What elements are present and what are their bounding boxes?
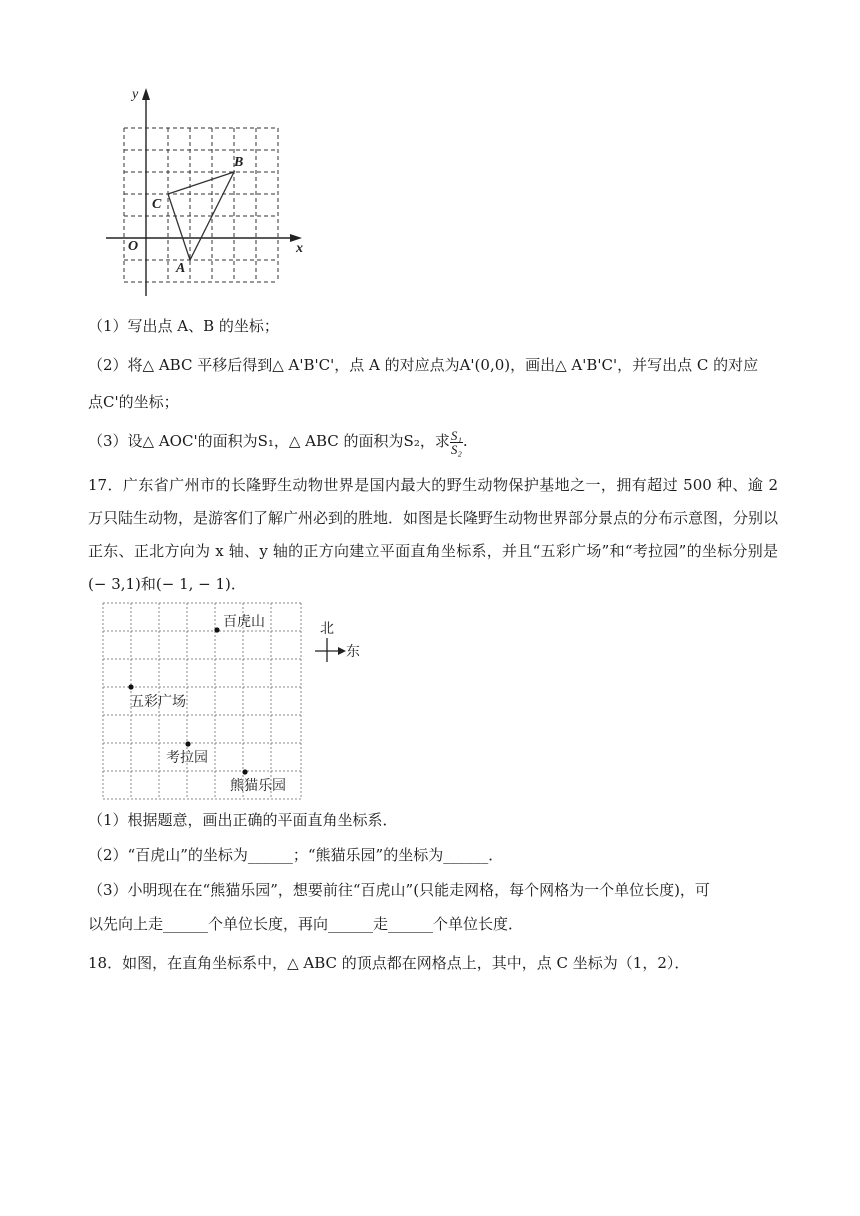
east-label: 东 — [346, 644, 360, 660]
origin-label: O — [128, 239, 139, 254]
q16-part1: （1）写出点 A、B 的坐标； — [88, 317, 279, 335]
axes — [106, 94, 296, 296]
q17-part1: （1）根据题意，画出正确的平面直角坐标系． — [88, 811, 398, 829]
axis-y-label: y — [132, 87, 139, 102]
point-c-label: C — [152, 197, 162, 212]
baihushan-label: 百虎山 — [223, 614, 265, 630]
xiongmao-label: 熊猫乐园 — [230, 778, 286, 794]
kaola-label: 考拉园 — [166, 750, 208, 766]
q17-intro: 17．广东省广州市的长隆野生动物世界是国内最大的野生动物保护基地之一，拥有超过 500 种、逾 2 万只陆生动物，是游客们了解广州必到的胜地．如图是长隆野生动物世界部分景点的分布示意图，分别以正东、正北方向为 x 轴、y 轴的正方向建立平面直角坐标系，并且“五彩广场”和“考拉园”的坐标分别是(− 3,1)和(− 1, − 1)． — [88, 476, 779, 593]
point-a-label: A — [176, 261, 186, 276]
xiongmao-point — [242, 769, 247, 774]
y-axis-arrow — [142, 88, 150, 100]
q18-text: 18．如图，在直角坐标系中，△ ABC 的顶点都在网格点上，其中，点 C 坐标为（1，2）． — [88, 954, 690, 972]
fraction-numerator: S₁ — [450, 427, 462, 443]
kaola-point — [185, 741, 190, 746]
q16-part3 — [88, 426, 468, 456]
coordinate-figure-abc — [100, 84, 320, 304]
q16-part3-text: （3）设△ AOC'的面积为S₁，△ ABC 的面积为S₂，求 — [88, 432, 450, 450]
q17-part3-line1: （3）小明现在在“熊猫乐园”，想要前往“百虎山”(只能走网格，每个网格为一个单位长度)，可 — [88, 881, 710, 899]
compass-icon — [315, 638, 346, 662]
q16-part2-line1: （2）将△ ABC 平移后得到△ A'B'C'，点 A 的对应点为A'(0,0)，画出△ A'B'C'，并写出点 C 的对应 — [88, 356, 759, 374]
q16-part2-line2: 点C'的坐标； — [88, 393, 179, 411]
wucai-point — [128, 684, 133, 689]
point-b-label: B — [234, 155, 244, 170]
dashed-grid — [124, 128, 278, 282]
wucai-label: 五彩广场 — [130, 694, 186, 710]
north-label: 北 — [320, 621, 334, 637]
q16-part3-fraction — [450, 429, 463, 456]
axis-x-label: x — [296, 241, 303, 256]
fraction-denominator: S₂ — [450, 441, 462, 457]
q17-part2: （2）“百虎山”的坐标为______；“熊猫乐园”的坐标为______． — [88, 846, 504, 864]
baihushan-point — [214, 627, 219, 632]
q17-part3-line2: 以先向上走______个单位长度，再向______走______个单位长度． — [88, 915, 524, 933]
q16-part3-end: . — [462, 432, 468, 450]
zoo-map-figure — [100, 600, 370, 805]
